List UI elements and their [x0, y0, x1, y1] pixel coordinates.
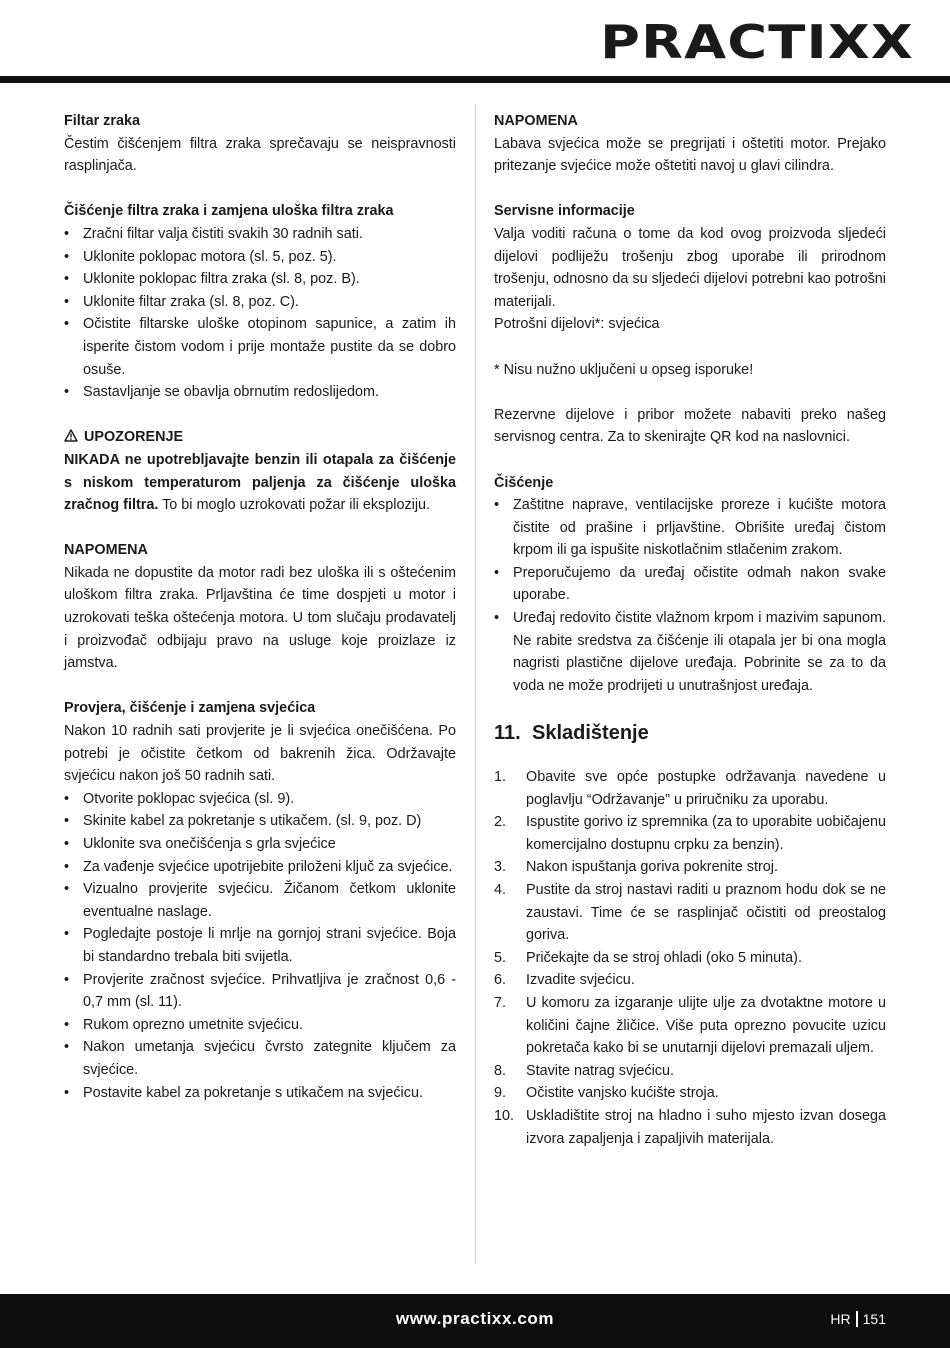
list-item	[494, 766, 886, 811]
page-footer	[0, 1294, 950, 1348]
consumables-text: Potrošni dijelovi*: svjećica	[494, 316, 660, 333]
spark-plug-text: Nakon 10 radnih sati provjerite je li svjećica onečišćena. Po potrebi je očistite četkom od bakrenih žica. Održavajte svjećicu nakon još 50 radnih sati.	[64, 723, 456, 785]
list-item: • Vizualno provjerite svjećicu. Žičanom četkom uklonite eventualne naslage.	[64, 878, 456, 923]
cleaning-list	[494, 494, 886, 697]
air-filter-text: Čestim čišćenjem filtra zraka sprečavaju se neispravnosti rasplinjača.	[64, 135, 456, 175]
page-indicator	[830, 1309, 886, 1329]
step-text: Ispustite gorivo iz spremnika (za to uporabite uobičajenu komercijalno dostupnu crpku za benzin).	[526, 814, 886, 853]
website-link[interactable]: www.practixx.com	[395, 1309, 555, 1328]
list-item: • Za vađenje svjećice upotrijebite priloženi ključ za svjećice.	[64, 856, 456, 879]
step-text: Uskladištite stroj na hladno i suho mjesto izvan dosega izvora zapaljenja i zapaljivih materijala.	[526, 1107, 886, 1147]
page-number: 151	[862, 1311, 886, 1327]
footnote-text: * Nisu nužno uključeni u opseg isporuke!	[494, 361, 754, 378]
list-item: • Sastavljanje se obavlja obrnutim redoslijedom.	[64, 381, 456, 404]
air-filter-cleaning-list	[64, 223, 456, 404]
step-number: 6.	[494, 972, 507, 989]
list-item: • Uklonite sva onečišćenja s grla svjećice	[64, 833, 456, 856]
cleaning-heading: Čišćenje	[494, 474, 554, 491]
step-number: 7.	[494, 994, 507, 1011]
section-heading	[494, 720, 886, 746]
step-number: 5.	[494, 949, 507, 966]
air-filter-heading: Filtar zraka	[64, 113, 140, 129]
list-item: • Nakon umetanja svjećicu čvrsto zategnite ključem za svjećice.	[64, 1036, 456, 1081]
warning-section	[64, 426, 456, 516]
list-item	[494, 1082, 886, 1105]
step-text: Očistite vanjsko kućište stroja.	[526, 1085, 719, 1102]
note-heading: NAPOMENA	[64, 542, 148, 559]
step-text: Izvadite svjećicu.	[526, 972, 635, 989]
storage-steps-list	[494, 766, 886, 1150]
list-item: • Otvorite poklopac svjećica (sl. 9).	[64, 788, 456, 811]
warning-rest-text: To bi moglo uzrokovati požar ili eksploziju.	[158, 497, 431, 514]
service-info-heading: Servisne informacije	[494, 203, 635, 220]
step-number: 1.	[494, 769, 507, 786]
spare-parts-section	[494, 404, 886, 449]
air-filter-section	[64, 110, 456, 178]
list-item: • Preporučujemo da uređaj očistite odmah nakon svake uporabe.	[494, 562, 886, 607]
page-header	[0, 0, 950, 86]
language-code: HR	[830, 1311, 851, 1327]
step-number: 2.	[494, 814, 507, 831]
warning-heading-row	[64, 426, 456, 449]
list-item	[494, 879, 886, 947]
list-item: • Očistite filtarske uloške otopinom sapunice, a zatim ih isperite čistom vodom i prije montaže pustite da se dobro osuše.	[64, 313, 456, 381]
cleaning-section	[494, 472, 886, 698]
list-item	[494, 947, 886, 970]
section-number: 11.	[494, 722, 521, 745]
header-rule	[0, 76, 950, 83]
step-text: Nakon ispuštanja goriva pokrenite stroj.	[526, 859, 778, 876]
step-number: 9.	[494, 1085, 507, 1102]
list-item: • Zaštitne naprave, ventilacijske proreze i kućište motora čistite od prašine i prljavštine. Obrišite uređaj čistom krpom ili ga ispušite niskotlačnim stlačenim zrakom.	[494, 494, 886, 562]
list-item: • Uklonite poklopac motora (sl. 5, poz. 5).	[64, 246, 456, 269]
footnote-section	[494, 359, 886, 382]
column-divider	[475, 104, 476, 1264]
step-number: 8.	[494, 1062, 507, 1079]
list-item: • Rukom oprezno umetnite svjećicu.	[64, 1014, 456, 1037]
list-item	[494, 969, 886, 992]
warning-triangle-icon	[64, 429, 78, 442]
spark-plug-section	[64, 697, 456, 1104]
step-text: Stavite natrag svjećicu.	[526, 1062, 674, 1079]
list-item: • Provjerite zračnost svjećice. Prihvatljiva je zračnost 0,6 - 0,7 mm (sl. 11).	[64, 969, 456, 1014]
list-item: • Postavite kabel za pokretanje s utikačem na svjećicu.	[64, 1082, 456, 1105]
right-column	[494, 110, 886, 1150]
air-filter-cleaning-heading: Čišćenje filtra zraka i zamjena uloška filtra zraka	[64, 203, 394, 220]
warning-bold-text: NIKADA ne upotrebljavajte benzin ili otapala za čišćenje s niskom temperaturom paljenja za čišćenje uloška zračnog filtra.	[64, 451, 456, 514]
service-info-section	[494, 200, 886, 336]
section-title: Skladištenje	[532, 722, 649, 745]
list-item: • Uklonite poklopac filtra zraka (sl. 8, poz. B).	[64, 268, 456, 291]
warning-text	[64, 449, 456, 517]
list-item	[494, 811, 886, 856]
step-number: 4.	[494, 882, 507, 898]
note-section	[64, 539, 456, 675]
left-column	[64, 110, 456, 1127]
brand-logo: PRACTIXX	[600, 15, 914, 69]
list-item: • Uređaj redovito čistite vlažnom krpom i mazivim sapunom. Ne rabite sredstva za čišćenje ili otapala jer bi ona mogla nagristi plastične dijelove uređaja. Pobrinite se za to da voda ne može prodrijeti u unutrašnjost uređaja.	[494, 607, 886, 697]
note-heading: NAPOMENA	[494, 113, 578, 129]
step-text: Pustite da stroj nastavi raditi u praznom hodu dok se ne zaustavi. Time će se rasplinjač očistiti od preostalog goriva.	[526, 882, 886, 944]
list-item	[494, 856, 886, 879]
note-text: Nikada ne dopustite da motor radi bez uloška ili s oštećenim uloškom filtra zraka. Prljavština će time dospjeti u motor i uzrokovati teška oštećenja motora. U tom slučaju prodavatelj i proizvođač odbijaju pravo na usluge koje proizlaze iz jamstva.	[64, 564, 456, 672]
note-section-right	[494, 110, 886, 178]
step-text: Obavite sve opće postupke održavanja navedene u poglavlju “Održavanje” u priručniku za uporabu.	[526, 769, 886, 808]
step-text: Pričekajte da se stroj ohladi (oko 5 minuta).	[526, 949, 802, 966]
list-item: • Uklonite filtar zraka (sl. 8, poz. C).	[64, 291, 456, 314]
air-filter-cleaning-section	[64, 200, 456, 403]
page-separator	[856, 1311, 858, 1327]
list-item: • Pogledajte postoje li mrlje na gornjoj strani svjećice. Boja bi standardno trebala biti svijetla.	[64, 923, 456, 968]
step-text: U komoru za izgaranje ulijte ulje za dvotaktne motore u količini čajne žličice. Više puta oprezno povucite uzicu pokretača kako bi se unutarnji dijelovi premazali uljem.	[526, 994, 886, 1057]
warning-heading: UPOZORENJE	[84, 429, 184, 446]
list-item	[494, 992, 886, 1060]
list-item	[494, 1105, 886, 1150]
service-info-text: Valja voditi računa o tome da kod ovog proizvoda sljedeći dijelovi podliježu trošenju zbog uporabe ili prirodnom trošenju, odnosno da su sljedeći dijelovi potrebni kao potrošni materijali.	[494, 225, 886, 310]
spark-plug-list	[64, 788, 456, 1104]
list-item: • Zračni filtar valja čistiti svakih 30 radnih sati.	[64, 223, 456, 246]
note-text: Labava svjećica može se pregrijati i oštetiti motor. Prejako pritezanje svjećice može oštetiti navoj u glavi cilindra.	[494, 135, 886, 175]
spark-plug-heading: Provjera, čišćenje i zamjena svjećica	[64, 700, 316, 717]
step-number: 3.	[494, 859, 507, 876]
list-item: • Skinite kabel za pokretanje s utikačem. (sl. 9, poz. D)	[64, 810, 456, 833]
list-item	[494, 1060, 886, 1083]
spare-parts-text: Rezervne dijelove i pribor možete nabaviti preko našeg servisnog centra. Za to skenirajte QR kod na naslovnici.	[494, 406, 886, 446]
step-number: 10.	[494, 1107, 515, 1124]
